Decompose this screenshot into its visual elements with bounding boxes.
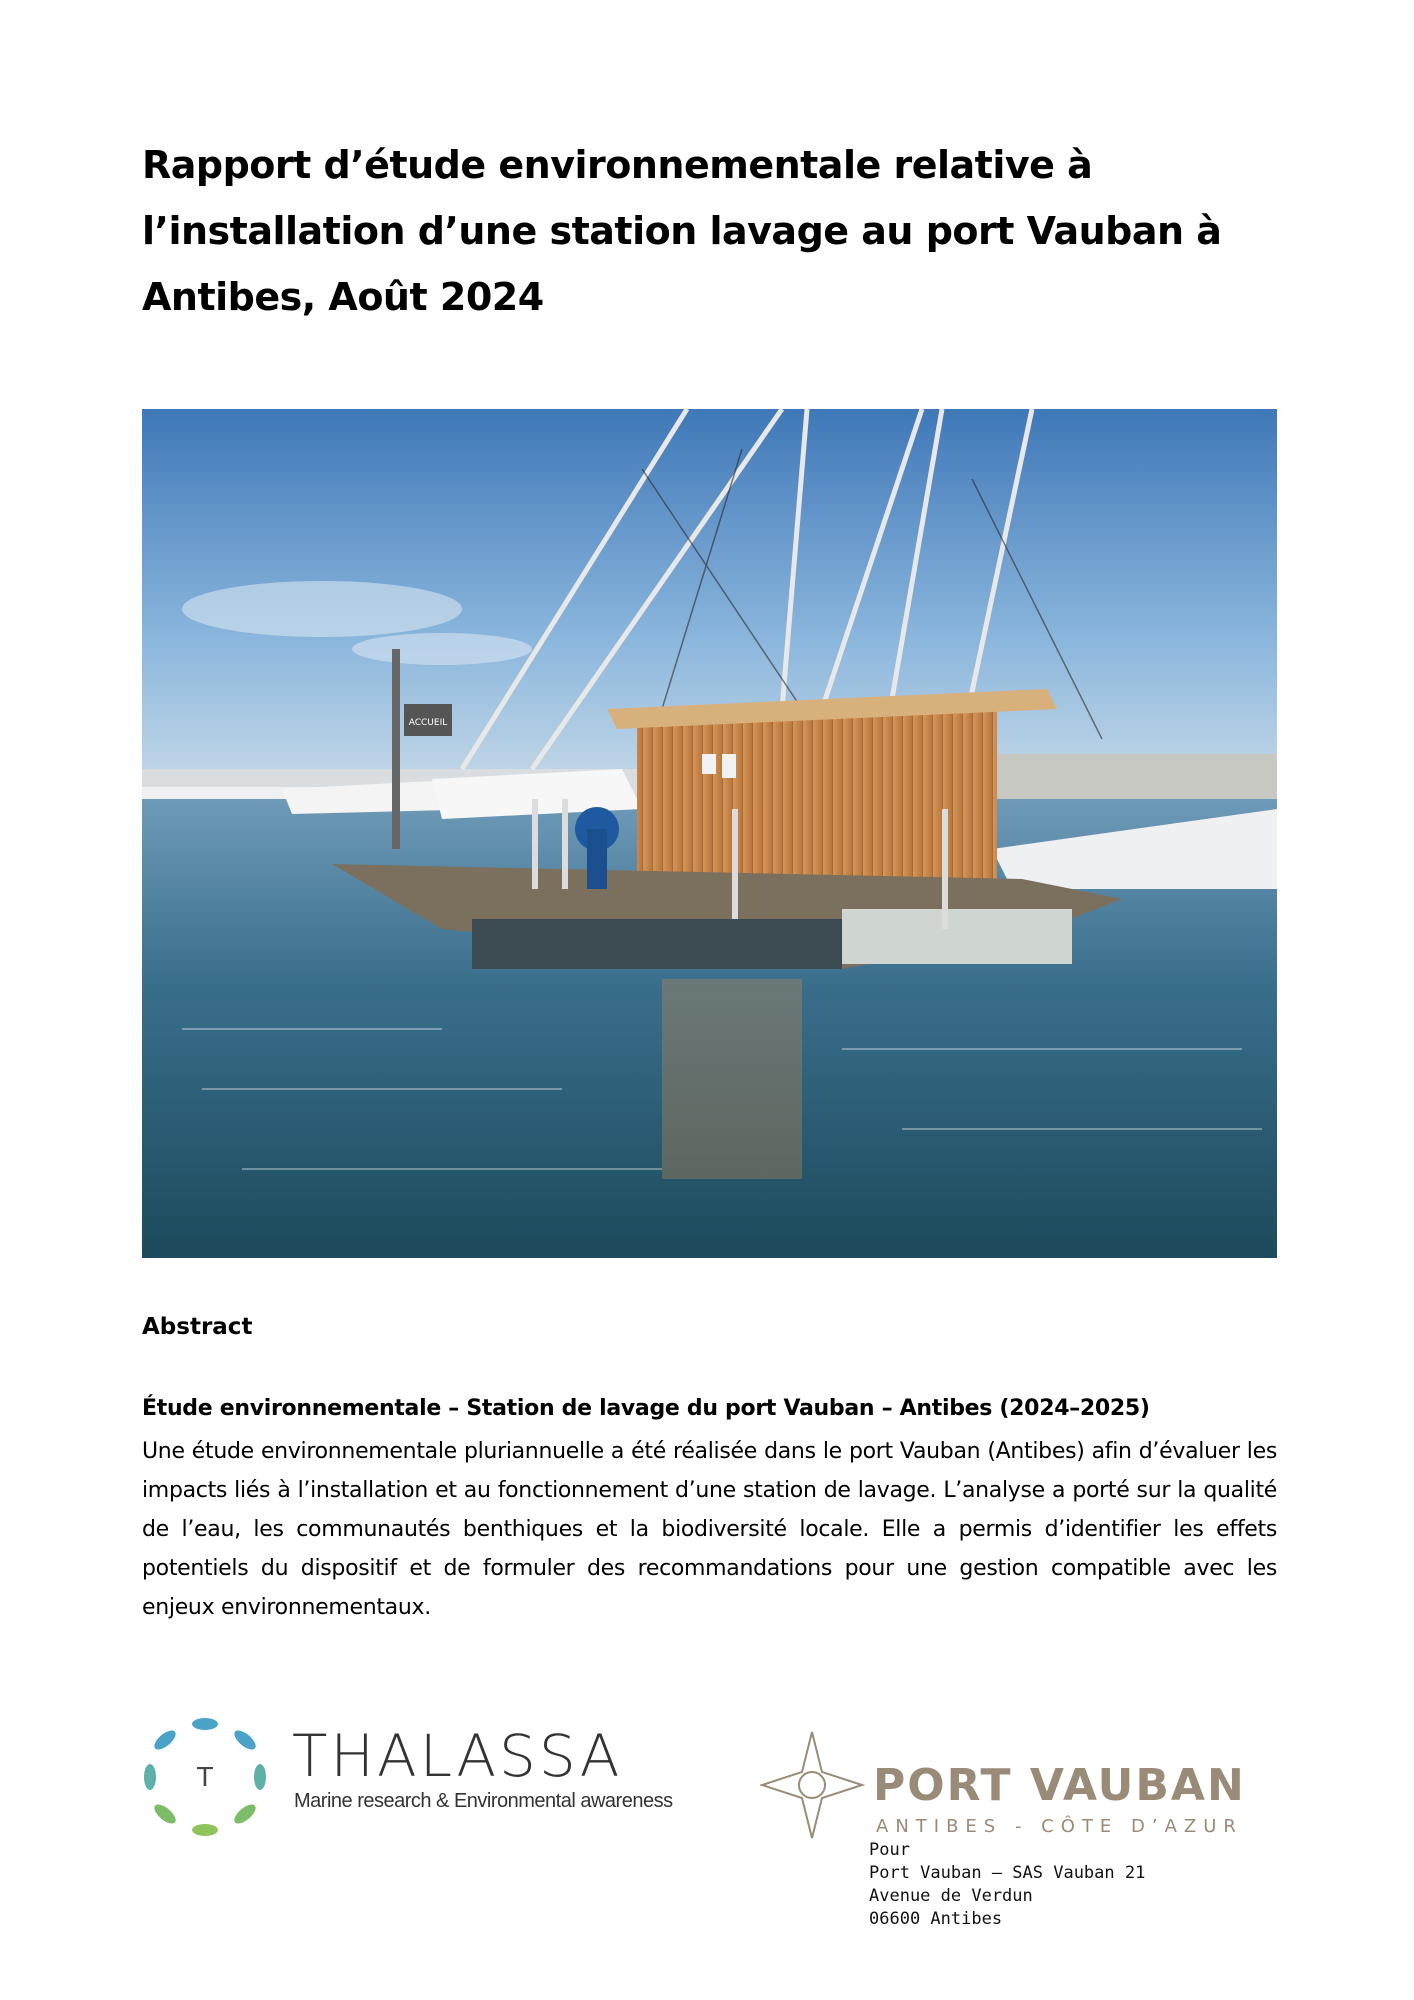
thalassa-logo (140, 1712, 673, 1842)
washing-station-photo (142, 409, 1277, 1258)
address-line-1: Pour (869, 1840, 910, 1860)
abstract-subheading: Étude environnementale – Station de lavage du port Vauban – Antibes (2024–2025) (142, 1396, 1150, 1421)
address-line-3: Avenue de Verdun (869, 1886, 1033, 1906)
address-line-4: 06600 Antibes (869, 1909, 1003, 1929)
fish-circle-logo-icon (140, 1712, 270, 1842)
port-vauban-subtitle: ANTIBES - CÔTE D’AZUR (876, 1816, 1243, 1837)
accueil-sign-text: ACCUEIL (408, 718, 448, 728)
port-vauban-logo (760, 1730, 1246, 1840)
recipient-address (869, 1839, 1145, 1931)
thalassa-emblem-letter: T (197, 1763, 213, 1793)
abstract-heading: Abstract (142, 1314, 253, 1340)
thalassa-tagline: Marine research & Environmental awareness (294, 1790, 673, 1812)
port-vauban-wordmark: PORT VAUBAN (873, 1760, 1246, 1811)
title-line-2: l’installation d’une station lavage au port Vauban à (142, 209, 1222, 253)
compass-star-logo-icon (760, 1730, 865, 1840)
title-line-1: Rapport d’étude environnementale relative à (142, 143, 1093, 187)
address-line-2: Port Vauban – SAS Vauban 21 (869, 1863, 1146, 1883)
document-title (142, 132, 1282, 330)
abstract-body: Une étude environnementale pluriannuelle a été réalisée dans le port Vauban (Antibes) afin d’évaluer les impacts liés à l’installation et au fonctionnement d’une station de lavage. L’analyse a porté sur la qualité de l’eau, les communautés benthiques et la biodiversité locale. Elle a permis d’identifier les effets potentiels du dispositif et de formuler des recommandations pour une gestion compatible avec les enjeux environnementaux. (142, 1439, 1277, 1620)
title-line-3: Antibes, Août 2024 (142, 275, 544, 319)
thalassa-wordmark: THALASSA (292, 1722, 623, 1790)
